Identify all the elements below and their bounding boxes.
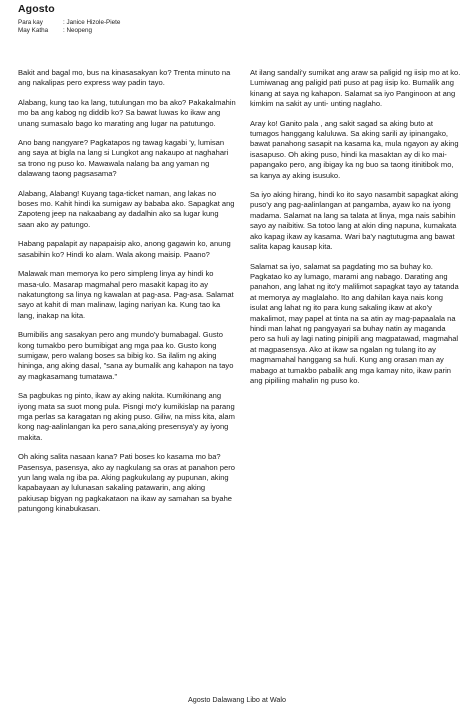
may-katha-label: May Katha [18,27,49,35]
left-column [18,68,236,524]
stanza: Alabang, Alabang! Kuyang taga-ticket naman, ang lakas no boses mo. Kahit hindi ka sumigaw ay bababa ako. Sapagkat ang Zapoteng jeep na nakaabang ay dadalhin ako sa lugar kung saan ako ay patungo. [18,188,235,229]
stanza: Oh aking salita nasaan kana? Pati boses ko kasama mo ba? Pasensya, pasensya, ako ay nagkulang sa oras at panahon pero yun lang wala ng iba pa. Aking pagkukulang ay pupunan, aking kapabayaan ay lulunasan sakaling patawarin, ang aking pakiusap bigyan ng pagkakataon na ikaw ay samahan sa byahe patungong kinabukasan. [18,452,235,514]
stanza: Habang papalapit ay napapaisip ako, anong gagawin ko, anung sasabihin ko? Hindi ko alam. Wala akong maisip. Paano? [18,239,231,259]
stanza: Bumibilis ang sasakyan pero ang mundo'y bumabagal. Gusto kong tumakbo pero bumibigat ang mga paa ko. Gusto kong sumigaw, pero walang boses sa bibig ko. Sa ilalim ng aking hininga, ang aking dasal, "sana ay bumalik ang kahapon na tayo ay magkasamang tumatawa." [18,330,234,381]
stanza: Alabang, kung tao ka lang, tutulungan mo ba ako? Pakakalmahin mo ba ang kabog ng diddib ko? Sa bawat luwas ko ikaw ang unang sumasalo bago ko marating ang lugar na patutungo. [18,97,236,128]
stanza: Ano bang nangyare? Pagkatapos ng tawag kagabi 'y, lumisan ang saya at bigla na lang si Lungkot ang nakaupo at naghahari sa trono ng puso ko. Mawawala nalang ba ang yaman ng dalawang taong pagsasama? [18,138,229,179]
stanza: Sa pagbukas ng pinto, ikaw ay aking nakita. Kumikinang ang iyong mata sa suot mong pula. Pisngi mo'y kumikislap na parang mga perlas sa karagatan ng aking puso. Giliw, na miss kita, alam kong nag-aalinlangan ka pero sana,aking presensya'y ay iyong makita. [18,391,235,442]
stanza: Sa iyo aking hirang, hindi ko ito sayo nasambit sapagkat aking puso'y ang pag-aalinlangan at pangamba, ayaw ko na iyong madama. Salamat na lang sa talata at linya, mga nais sabihin sayo ay naibitiw. Sa totoo lang at akin ding napuna, kumakata ako kapag ikaw ay kasama. Wari ba'y nagtutugma ang bawat salita kapag kausap kita. [250,190,459,252]
right-column [250,68,462,395]
meta-block [18,19,120,36]
meta-row-para-kay [18,19,120,27]
stanza: Malawak man memorya ko pero simpleng linya ay hindi ko masa-ulo. Masarap magmahal pero masakit kapag ito ay nakatungtong sa linya ng kawalan at pag-asa. Pag-asa. Salamat sayo at kahit di man malinaw, laging nariyan ka. Kung tao ka lang, inakap na kita. [18,269,234,320]
meta-row-may-katha [18,27,120,35]
stanza: At ilang sandali'y sumikat ang araw sa paligid ng iisip mo at ko. Lumiwanag ang paligid pati puso at pag iisip ko. Bumalik ang kinang at saya ng kahapon. Salamat sa iyo Panginoon at ang kimkim na sakit ay unti- unting naglaho. [250,68,461,109]
may-katha-value: : Neopeng [63,27,93,35]
footer-date: Agosto Dalawang Libo at Walo [187,695,287,704]
para-kay-label: Para kay [18,19,43,26]
stanza: Aray ko! Ganito pala , ang sakit sagad sa aking buto at tumagos hanggang kaluluwa. Sa aking sarili ay ipinangako, bawat panahong sasapit na kasama ka, mula ngayon ay aking isasapuso. Oh aking puso, hindi ka masaktan ay di ko mai-papangako pero, ang ibigay ka ng buo sa taong itinitibok mo, sa kanya ay aking isusuko. [250,118,459,180]
poem-title: Agosto [18,3,55,15]
stanza: Salamat sa iyo, salamat sa pagdating mo sa buhay ko. Pagkatao ko ay lumago, marami ang nabago. Darating ang panahon, ang lahat ng ito'y malilimot sapagkat tayo ay tatanda at memorya ay maglalaho. Ito ang dahilan kaya nais kong isulat ang lahat ng ito para kung sakaling ikaw at ako'y makalimot, may papel at tinta na sa atin ay mag-papaalala na hindi man lahat ng pangyayari sa buhay natin ay maganda pero sa huli ay lagi nating pinipili ang magpatawad, magmahal at magpasensya. Ako at ikaw sa ngalan ng tulang ito ay magmamahal hanggang sa huli. Kung ang orasan man ay mabago at tumakbo pabalik ang mga kamay nito, ikaw parin ang pipiliing mahalin ng puso ko. [250,261,459,385]
stanza: Bakit and bagal mo, bus na kinasasakyan ko? Trenta minuto na ang nakalipas pero express way padin tayo. [18,68,231,88]
para-kay-value: : Janice Hizole-Piete [63,19,121,26]
